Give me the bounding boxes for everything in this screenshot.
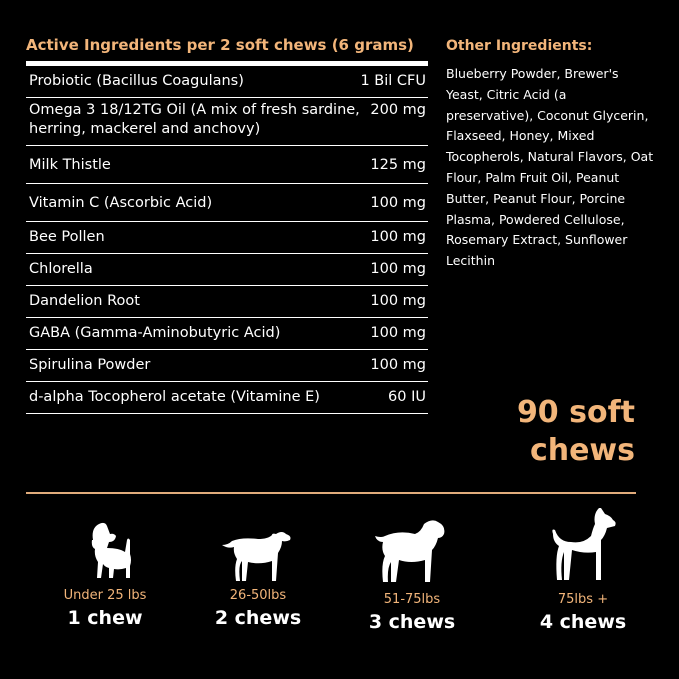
chew-count [517,394,635,470]
active-ingredients-title: Active Ingredients per 2 soft chews (6 grams) [26,36,414,54]
ingredient-name: Chlorella [29,261,93,277]
dosage-item [183,512,333,629]
ingredient-amount: 100 mg [370,261,426,277]
chew-amount: 4 chews [539,611,627,633]
ingredient-name: Vitamin C (Ascorbic Acid) [29,195,213,211]
ingredient-name: d-alpha Tocopherol acetate (Vitamine E) [29,389,320,405]
ingredient-amount: 100 mg [370,357,426,373]
ingredient-row [26,146,428,184]
active-ingredients-panel [26,36,428,414]
dosage-chart [0,512,679,662]
ingredient-name: Bee Pollen [29,229,105,245]
ingredient-row [26,66,428,98]
ingredient-name: Spirulina Powder [29,357,151,373]
medium-dog-icon [218,512,298,584]
weight-range: 51-75lbs [383,592,441,607]
ingredient-row [26,318,428,350]
ingredient-row [26,184,428,222]
ingredient-amount: 100 mg [370,293,426,309]
ingredient-name: Dandelion Root [29,293,140,309]
weight-range: Under 25 lbs [63,588,147,603]
ingredient-row [26,98,428,146]
ingredient-amount: 125 mg [370,157,426,173]
chew-amount: 1 chew [67,607,143,629]
ingredient-name: GABA (Gamma-Aminobutyric Acid) [29,325,281,341]
ingredient-amount: 1 Bil CFU [360,73,426,89]
ingredient-row [26,254,428,286]
ingredient-row [26,350,428,382]
ingredient-amount: 60 IU [388,389,426,405]
ingredient-row [26,286,428,318]
ingredient-name: Probiotic (Bacillus Coagulans) [29,73,244,89]
ingredient-amount: 200 mg [370,102,426,118]
dosage-item [30,512,180,629]
ingredient-row [26,222,428,254]
chew-count-line1: 90 soft [516,395,635,430]
weight-range: 75lbs + [557,592,609,607]
ingredient-name: Milk Thistle [29,157,111,173]
chew-amount: 3 chews [368,611,456,633]
ingredient-amount: 100 mg [370,195,426,211]
section-divider [26,492,636,494]
giant-dog-icon [545,504,621,588]
dosage-item [508,504,658,633]
ingredient-amount: 100 mg [370,325,426,341]
ingredient-name: Omega 3 18/12TG Oil (A mix of fresh sardine, herring, mackerel and anchovy) [29,102,360,137]
other-ingredients-text: Blueberry Powder, Brewer's Yeast, Citric Acid (a preservative), Coconut Glycerin, Flaxseed, Honey, Mixed Tocopherols, Natural Flavors, Oat Flour, Palm Fruit Oil, Peanut Butter, Peanut Flour, Porcine Plasma, Powdered Cellulose, Rosemary Extract, Sunflower Lecithin [446,66,654,269]
chew-count-line2: chews [529,433,635,468]
dosage-item [337,512,487,633]
ingredient-amount: 100 mg [370,229,426,245]
large-dog-icon [370,512,454,588]
weight-range: 26-50lbs [229,588,287,603]
other-ingredients-panel [446,38,656,272]
other-ingredients-title: Other Ingredients: [446,38,593,54]
small-dog-icon [75,512,135,584]
ingredient-row [26,382,428,414]
chew-amount: 2 chews [214,607,302,629]
